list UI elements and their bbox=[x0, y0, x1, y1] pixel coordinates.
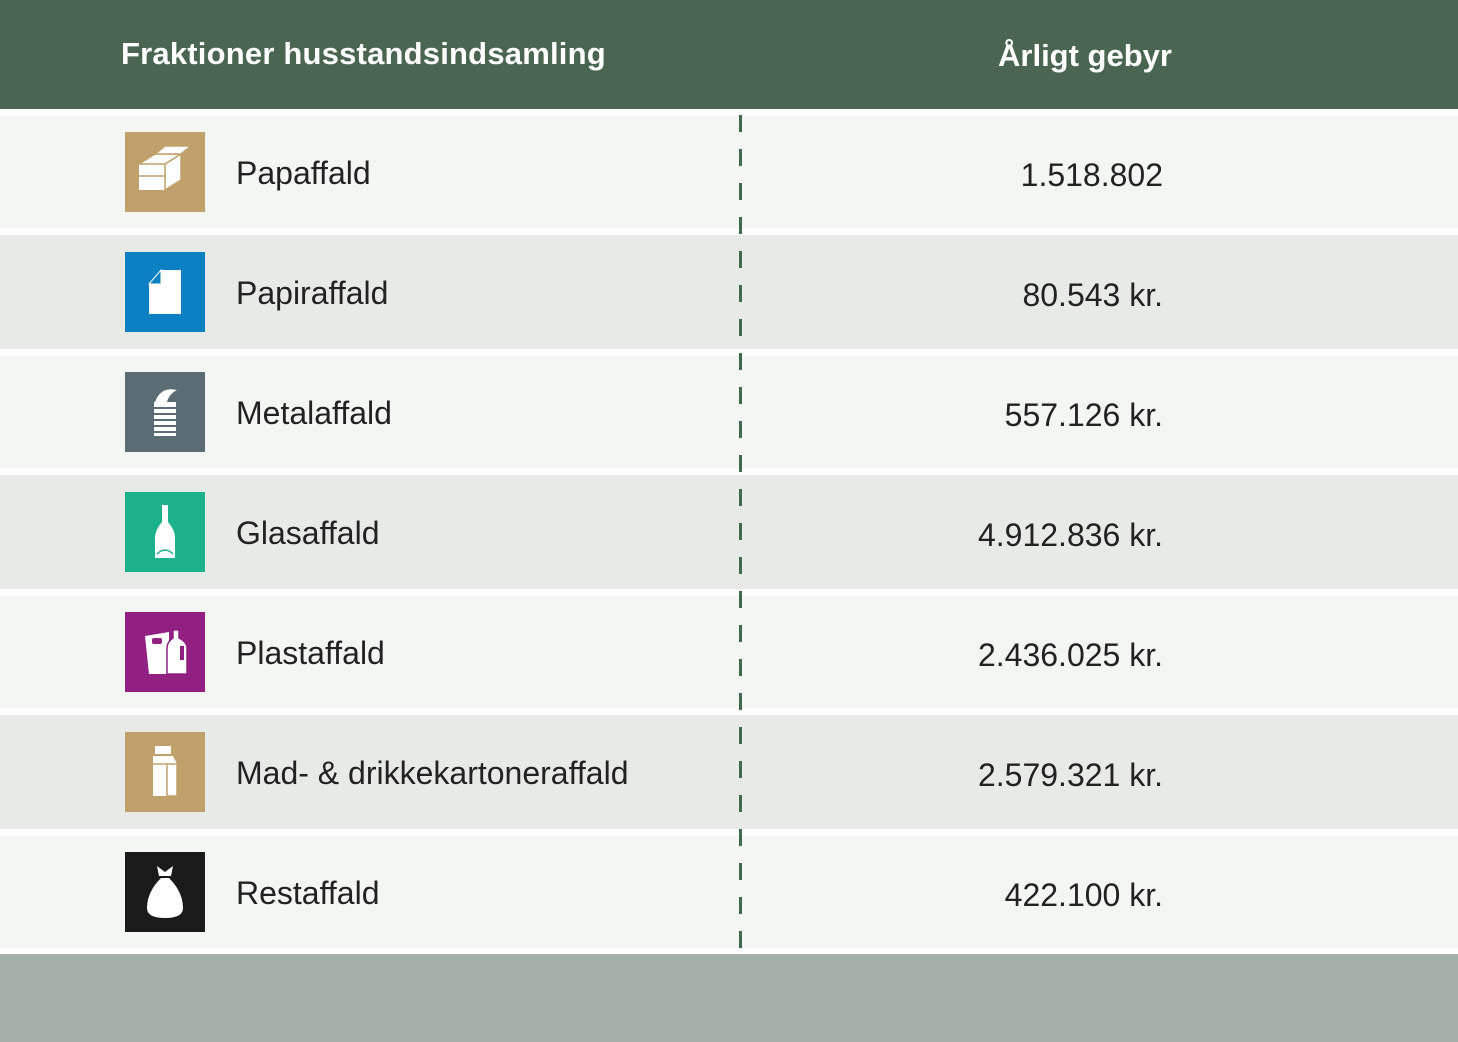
table-row-restaffald bbox=[0, 835, 1458, 949]
column-divider bbox=[739, 115, 742, 948]
row-label: Mad- & drikkekartoneraffald bbox=[236, 755, 629, 791]
garbage-bag-icon bbox=[125, 852, 205, 932]
table-footer bbox=[0, 954, 1458, 1042]
drink-carton-icon bbox=[125, 732, 205, 812]
header-fractions: Fraktioner husstandsindsamling bbox=[121, 36, 606, 71]
table-row-metalaffald bbox=[0, 355, 1458, 469]
tin-can-icon-svg bbox=[125, 372, 205, 452]
table-row-plastaffald bbox=[0, 595, 1458, 709]
cardboard-box-icon-svg bbox=[125, 132, 205, 212]
paper-sheet-icon-svg bbox=[125, 252, 205, 332]
row-value: 557.126 kr. bbox=[1004, 397, 1163, 433]
row-value: 422.100 kr. bbox=[1004, 877, 1163, 913]
cardboard-box-icon bbox=[125, 132, 205, 212]
table-row-mad-drikkekartoner bbox=[0, 715, 1458, 829]
table-row-papiraffald bbox=[0, 235, 1458, 349]
plastic-bag-bottle-icon bbox=[125, 612, 205, 692]
row-label: Plastaffald bbox=[236, 635, 385, 671]
garbage-bag-icon-svg bbox=[125, 852, 205, 932]
row-label: Papaffald bbox=[236, 155, 371, 191]
bottle-icon bbox=[125, 492, 205, 572]
table-row-papaffald bbox=[0, 115, 1458, 229]
row-value: 2.579.321 kr. bbox=[977, 757, 1163, 793]
header-annual-fee: Årligt gebyr bbox=[998, 38, 1172, 73]
row-label: Glasaffald bbox=[236, 515, 380, 551]
row-label: Restaffald bbox=[236, 875, 380, 911]
table-row-glasaffald bbox=[0, 475, 1458, 589]
row-label: Metalaffald bbox=[236, 395, 392, 431]
row-value: 80.543 kr. bbox=[1022, 277, 1163, 313]
table-header bbox=[0, 0, 1458, 109]
row-value: 4.912.836 kr. bbox=[977, 517, 1163, 553]
tin-can-icon bbox=[125, 372, 205, 452]
row-label: Papiraffald bbox=[236, 275, 389, 311]
drink-carton-icon-svg bbox=[125, 732, 205, 812]
paper-sheet-icon bbox=[125, 252, 205, 332]
plastic-bag-bottle-icon-svg bbox=[125, 612, 205, 692]
row-value: 1.518.802 bbox=[1020, 157, 1163, 193]
bottle-icon-svg bbox=[125, 492, 205, 572]
row-value: 2.436.025 kr. bbox=[977, 637, 1163, 673]
